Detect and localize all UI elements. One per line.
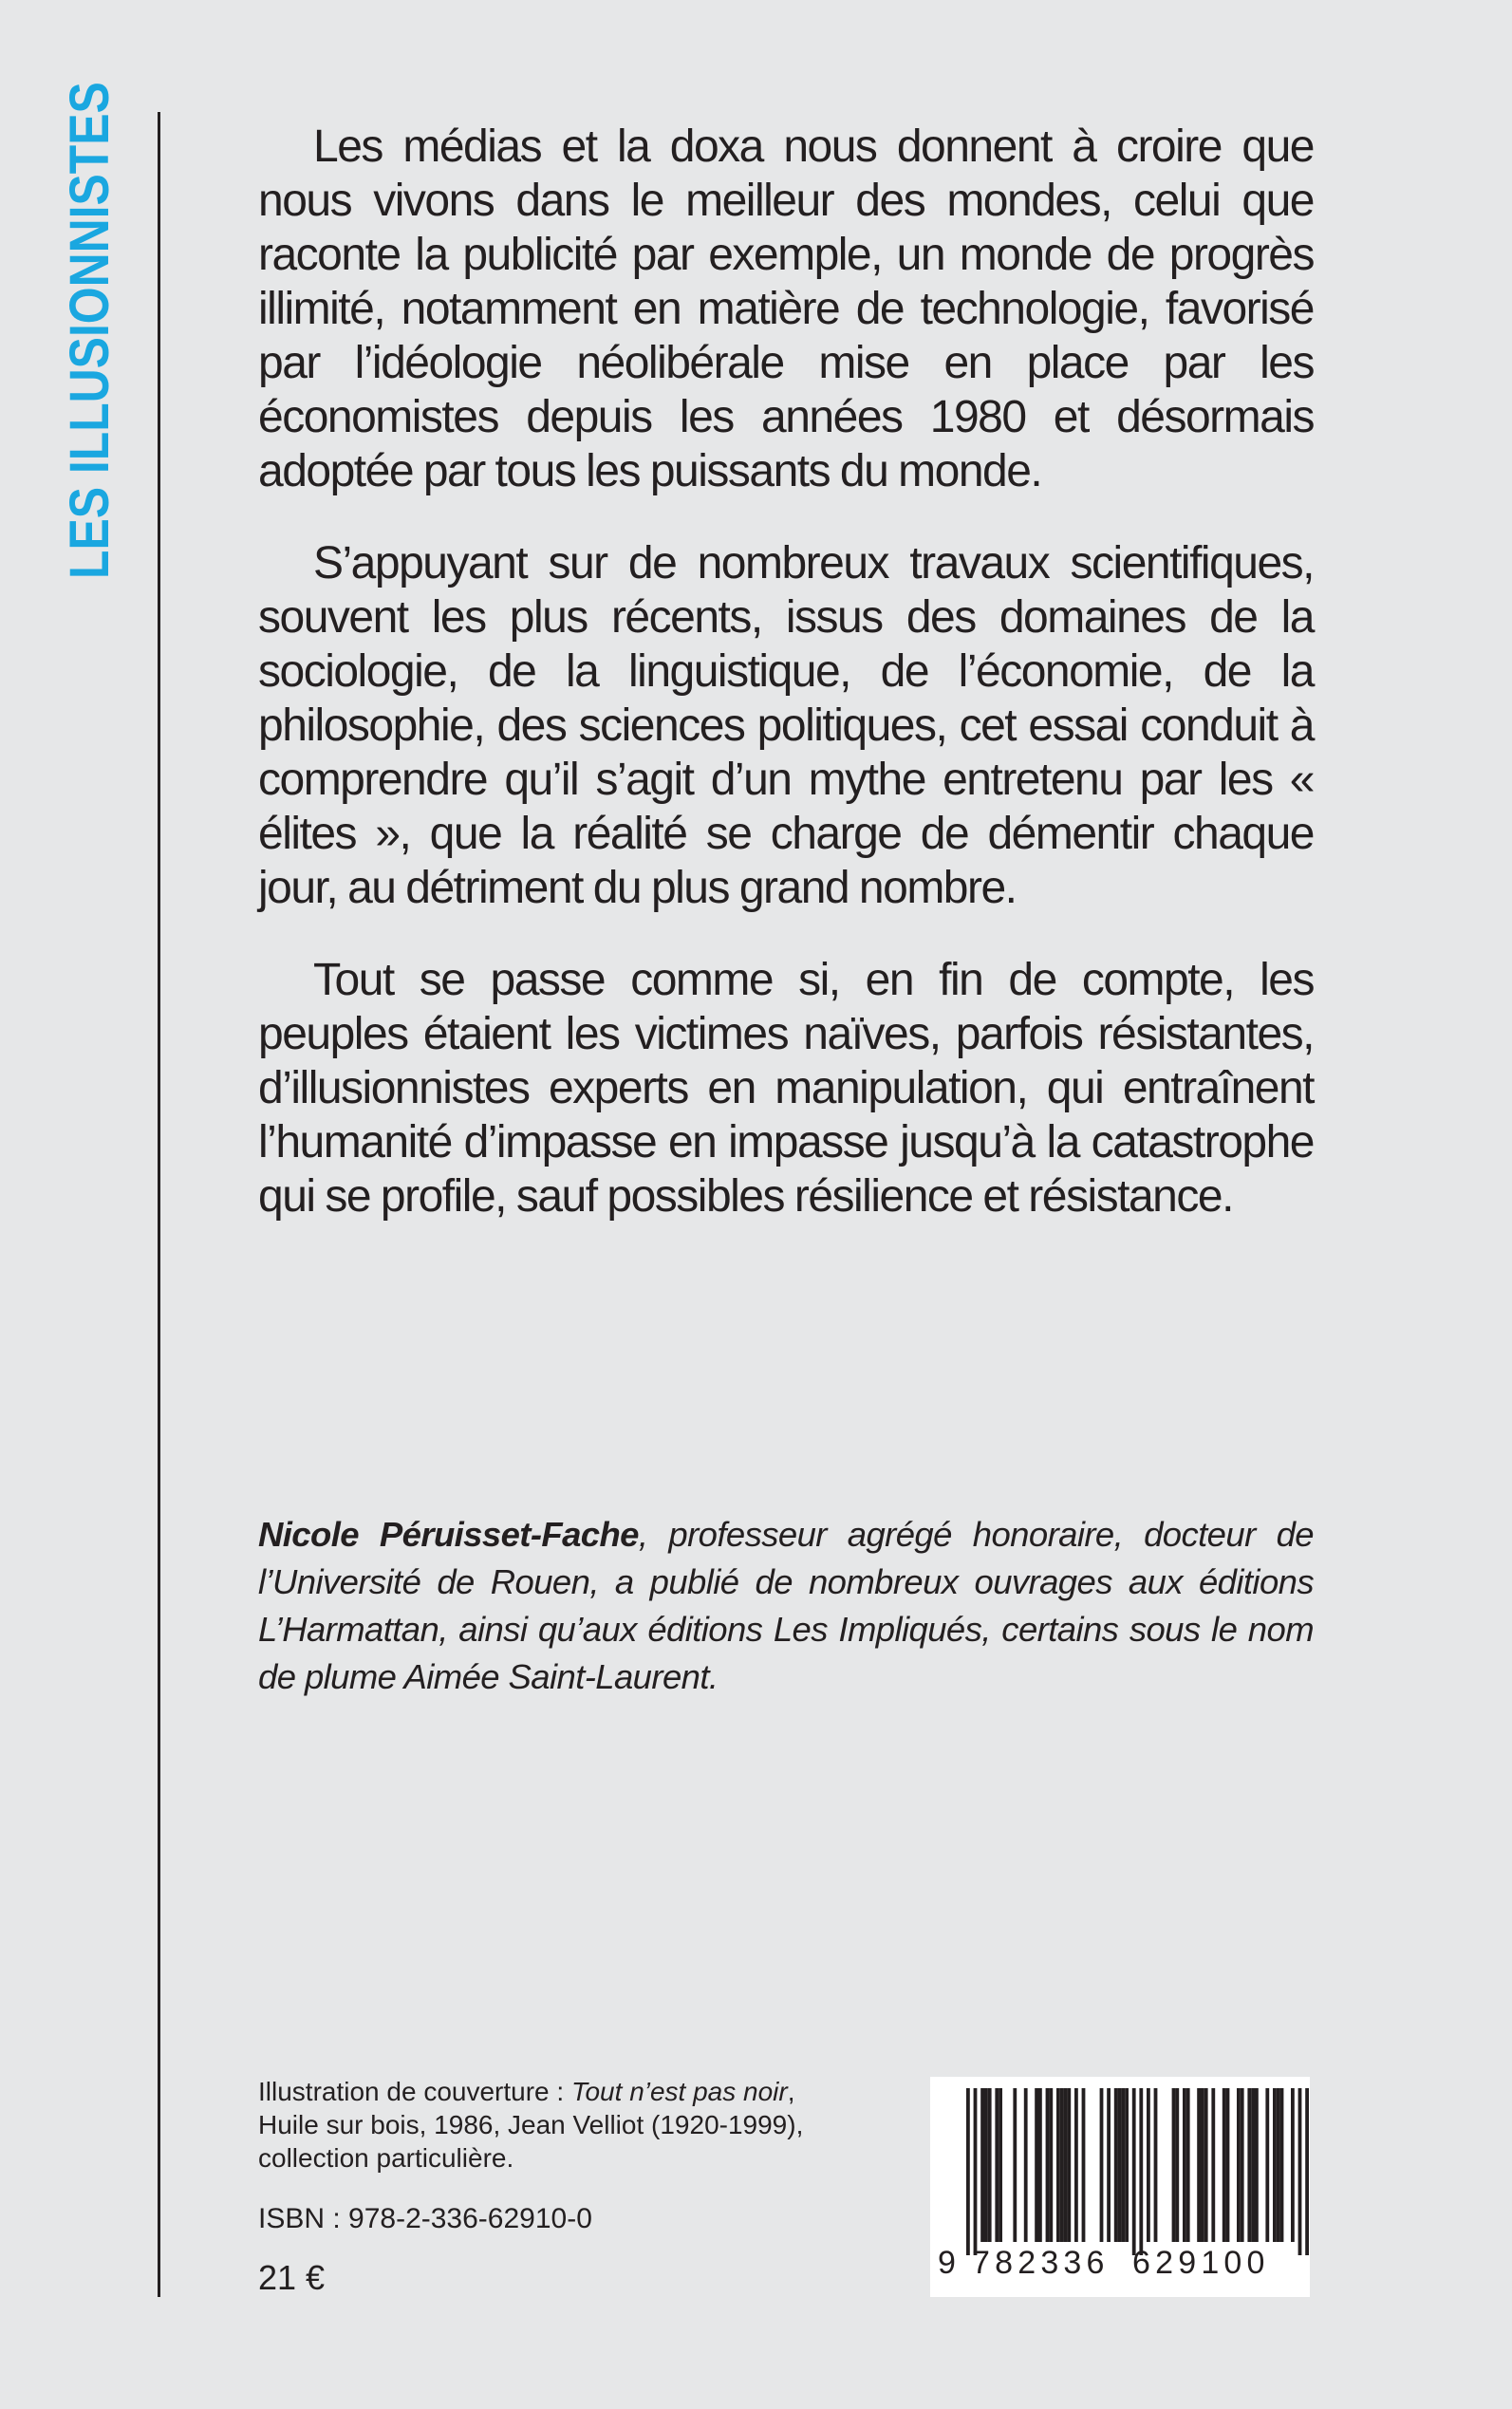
barcode-bar <box>1060 2088 1064 2242</box>
barcode-bar <box>1298 2088 1302 2255</box>
barcode-bar <box>966 2088 970 2255</box>
barcode-bar <box>1265 2088 1269 2242</box>
barcode-bar <box>1226 2088 1230 2242</box>
barcode-bar <box>1107 2088 1111 2242</box>
blurb-paragraph-2: S’appuyant sur de nombreux travaux scientifiques, souvent les plus récents, issus des domaines de la sociologie, de la linguistique, de l’économie, de la philosophie, des sciences politiques, cet essai conduit à comprendre qu’il s’agit d’un mythe entretenu par les « élites », que la réalité se charge de démentir chaque jour, au détriment du plus grand nombre. <box>258 538 1314 913</box>
barcode-bar <box>1067 2088 1071 2242</box>
barcode-bar <box>995 2088 999 2242</box>
barcode-bar <box>1147 2088 1150 2242</box>
barcode-bar <box>1125 2088 1129 2242</box>
barcode-bar <box>1186 2088 1190 2242</box>
barcode-bar <box>1211 2088 1215 2242</box>
barcode <box>930 2077 1310 2297</box>
barcode-bar <box>1100 2088 1104 2242</box>
barcode-bar <box>1291 2088 1295 2242</box>
barcode-bar <box>1251 2088 1255 2242</box>
barcode-bar <box>1013 2088 1017 2242</box>
barcode-bar <box>1049 2088 1053 2242</box>
barcode-bar <box>1132 2088 1136 2255</box>
barcode-bar <box>1277 2088 1280 2242</box>
author-bio <box>258 1511 1314 1701</box>
barcode-bar <box>1223 2088 1226 2242</box>
blurb-paragraph-1: Les médias et la doxa nous donnent à croire que nous vivons dans le meilleur des mondes, celui que raconte la publicité par exemple, un monde de progrès illimité, notamment en matière de technologie, favorisé par l’idéologie néolibérale mise en place par les économistes depuis les années 1980 et désormais adoptée par tous les puissants du monde. <box>258 121 1314 496</box>
author-name: Nicole Péruisset-Fache <box>258 1515 639 1554</box>
barcode-bar <box>1305 2088 1309 2255</box>
isbn: ISBN : 978-2-336-62910-0 <box>258 2203 592 2234</box>
barcode-bar <box>1064 2088 1068 2242</box>
author-bio-text: , professeur agrégé honoraire, docteur de l’Université de Rouen, a publié de nombreux ouvrages aux éditions L’Harmattan, ainsi qu’aux éditions Les Impliqués, certains sous le nom de plume Aimée Saint-Laurent. <box>258 1515 1314 1696</box>
barcode-bar <box>1114 2088 1118 2242</box>
artwork-title: Tout n’est pas noir <box>570 2077 788 2106</box>
barcode-bar <box>1056 2088 1060 2242</box>
barcode-bar <box>1035 2088 1038 2242</box>
barcode-bar <box>1237 2088 1241 2242</box>
barcode-bar <box>1082 2088 1086 2242</box>
barcode-bar <box>1038 2088 1042 2242</box>
barcode-bar <box>988 2088 992 2242</box>
barcode-bar <box>1118 2088 1122 2242</box>
barcode-bar <box>1273 2088 1277 2242</box>
barcode-left-group: 782336 <box>972 2245 1110 2281</box>
barcode-digits <box>930 2242 1310 2289</box>
vertical-divider <box>158 112 160 2297</box>
barcode-bar <box>1024 2088 1028 2242</box>
barcode-bar <box>1280 2088 1284 2242</box>
barcode-bar <box>980 2088 984 2242</box>
cover-illustration-credit <box>258 2075 847 2175</box>
credit-prefix: Illustration de couverture : <box>258 2077 571 2106</box>
barcode-bar <box>1175 2088 1179 2242</box>
barcode-bar <box>1139 2088 1143 2255</box>
barcode-bar <box>1154 2088 1158 2242</box>
spine-title: LES ILLUSIONNISTES <box>59 82 121 579</box>
price: 21 € <box>258 2258 326 2297</box>
barcode-bar <box>1074 2088 1078 2242</box>
barcode-bar <box>1121 2088 1125 2242</box>
barcode-bar <box>1183 2088 1186 2242</box>
barcode-bar <box>974 2088 978 2255</box>
barcode-bar <box>1204 2088 1208 2242</box>
barcode-right-group: 629100 <box>1132 2245 1270 2281</box>
barcode-bar <box>984 2088 988 2242</box>
credit-details: , Huile sur bois, 1986, Jean Velliot (1920-1999), collection particulière. <box>258 2077 804 2173</box>
barcode-bar <box>1201 2088 1204 2242</box>
blurb-paragraph-3: Tout se passe comme si, en fin de compte, les peuples étaient les victimes naïves, parfois résistantes, d’illusionnistes experts en manipulation, qui entraînent l’humanité d’impasse en impasse jusqu’à la catastrophe qui se profile, sauf possibles résilience et résistance. <box>258 955 1314 1222</box>
barcode-bar <box>999 2088 1002 2242</box>
barcode-bar <box>1247 2088 1251 2242</box>
barcode-bar <box>1241 2088 1244 2242</box>
back-cover-blurb <box>258 120 1314 1261</box>
barcode-bar <box>1197 2088 1201 2242</box>
barcode-bar <box>1255 2088 1259 2242</box>
barcode-bar <box>1046 2088 1050 2242</box>
barcode-bar <box>1172 2088 1176 2242</box>
barcode-first-digit: 9 <box>938 2245 961 2281</box>
